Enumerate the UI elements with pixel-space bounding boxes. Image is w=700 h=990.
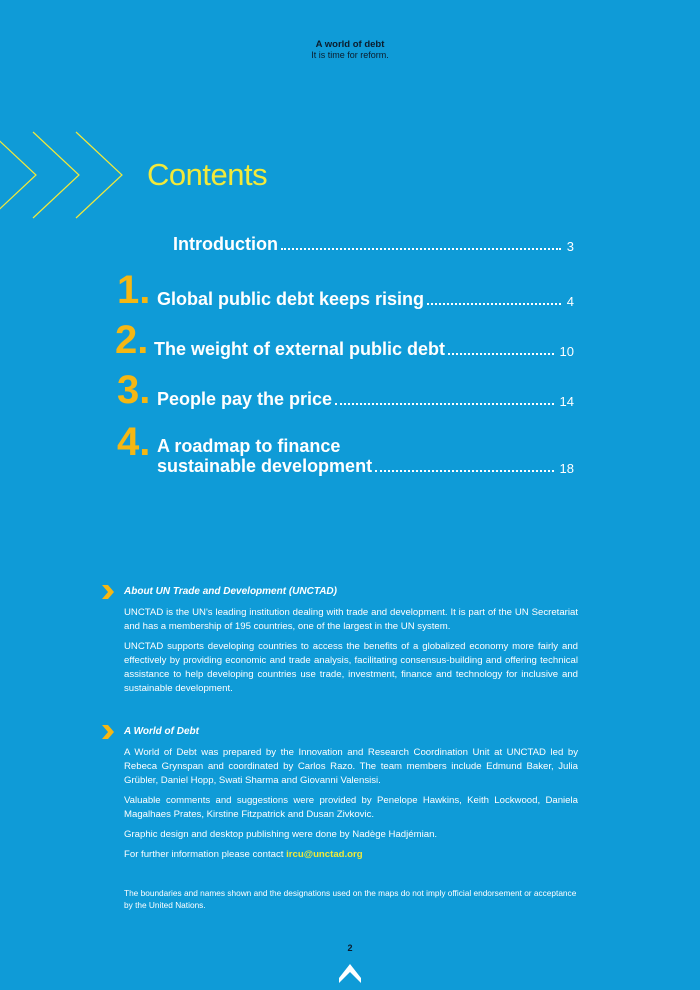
toc-number: 1. — [117, 268, 151, 312]
contents-title: Contents — [147, 157, 268, 192]
toc-item-chapter-2[interactable] — [115, 320, 574, 360]
toc-item-chapter-3[interactable] — [117, 370, 574, 410]
section-chevron-icon — [100, 724, 116, 740]
toc-row-line-2 — [157, 456, 574, 477]
up-arrow-icon[interactable] — [338, 962, 362, 984]
toc-page-number: 3 — [566, 239, 574, 254]
contact-text: For further information please contact — [124, 849, 284, 860]
toc-title-line-1: A roadmap to finance — [157, 436, 341, 456]
about-paragraph-2: UNCTAD supports developing countries to access the benefits of a globalized economy more fairly and effectively by providing economic and trade analysis, facilitating consensus-building and offering technical assistance to help developing countries use trade, investment, finance and technology for inclusive and sustainable development. — [124, 641, 578, 694]
toc-leader-dots — [281, 248, 561, 250]
about-paragraph-1: UNCTAD is the UN's leading institution dealing with trade and development. It is part of the UN Secretariat and has a membership of 195 countries, one of the largest in the UN system. — [124, 607, 578, 632]
toc-leader-dots — [427, 303, 561, 305]
toc-leader-dots — [375, 470, 553, 472]
toc-item-introduction[interactable] — [133, 234, 574, 255]
page-number: 2 — [347, 943, 353, 953]
chevron-decoration-icon — [0, 128, 130, 228]
toc-title: People pay the price — [157, 389, 333, 409]
contact-email-link[interactable]: ircu@unctad.org — [286, 849, 363, 860]
toc-number: 2. — [115, 318, 149, 362]
header-subtitle: It is time for reform. — [311, 50, 389, 60]
toc-page-number: 18 — [559, 461, 574, 476]
toc-number: 4. — [117, 420, 151, 464]
section-chevron-icon — [100, 584, 116, 600]
page-header — [0, 39, 700, 61]
toc-item-chapter-1[interactable] — [117, 270, 574, 310]
contact-line — [124, 848, 578, 862]
toc-title-line-2: sustainable development — [157, 456, 373, 476]
world-of-debt-paragraph-1: A World of Debt was prepared by the Innovation and Research Coordination Unit at UNCTAD led by Rebeca Grynspan and coordinated by Carlos Razo. The team members include Edmund Baker, Julia Grübler, Daniel Hopp, Swati Sharma and Giovanni Valensisi. — [124, 747, 578, 786]
about-section — [100, 584, 578, 696]
toc-title: Introduction — [173, 234, 278, 254]
toc-title: Global public debt keeps rising — [157, 289, 425, 309]
toc-page-number: 4 — [566, 294, 574, 309]
world-of-debt-section — [100, 724, 578, 862]
about-title: About UN Trade and Development (UNCTAD) — [124, 586, 337, 597]
toc-leader-dots — [335, 403, 553, 405]
toc-number: 3. — [117, 368, 151, 412]
toc-leader-dots — [448, 353, 554, 355]
toc-title: The weight of external public debt — [154, 339, 446, 359]
toc-page-number: 10 — [559, 344, 574, 359]
toc-page-number: 14 — [559, 394, 574, 409]
header-title: A world of debt — [315, 39, 385, 50]
world-of-debt-title: A World of Debt — [124, 726, 199, 737]
map-disclaimer: The boundaries and names shown and the designations used on the maps do not imply official endorsement or acceptance by the United Nations. — [124, 888, 577, 910]
world-of-debt-paragraph-3: Graphic design and desktop publishing were done by Nadège Hadjémian. — [124, 829, 438, 840]
world-of-debt-paragraph-2: Valuable comments and suggestions were provided by Penelope Hawkins, Keith Lockwood, Daniela Magalhaes Prates, Kirstine Fitzpatrick and Dusan Zivkovic. — [124, 795, 578, 820]
